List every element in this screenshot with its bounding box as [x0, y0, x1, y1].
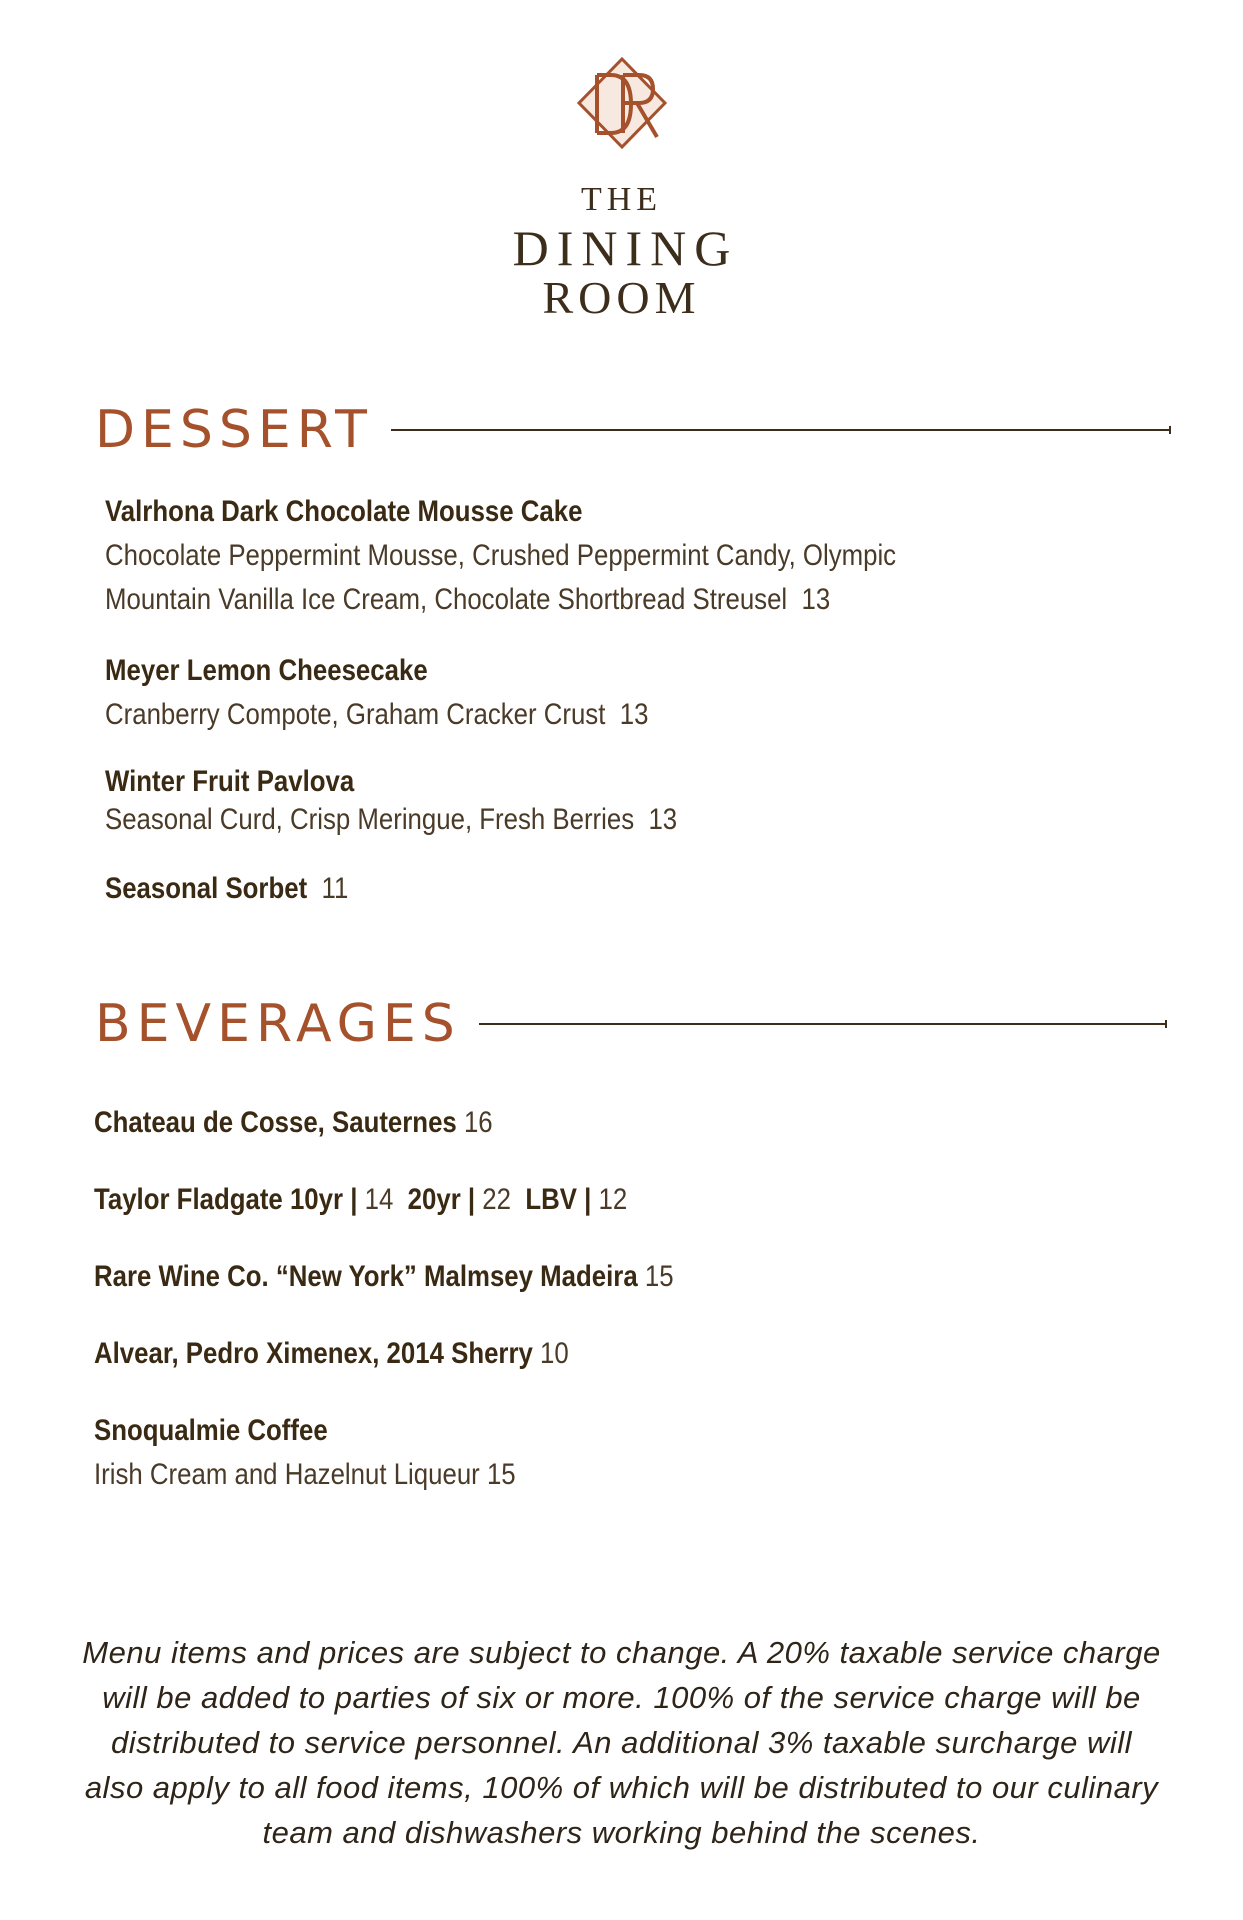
- beverage-item: [94, 1255, 768, 1299]
- dessert-item: [105, 867, 388, 911]
- notice-line: will be added to parties of six or more. 100% of the service charge will be: [102, 1680, 1141, 1715]
- logo-text-dining: DINING: [512, 220, 739, 276]
- dessert-item-name: Valrhona Dark Chocolate Mousse Cake: [105, 495, 583, 528]
- notice-line: also apply to all food items, 100% of which will be distributed to our culinary: [84, 1770, 1159, 1805]
- dessert-item: [105, 760, 770, 842]
- logo-text-the: THE: [580, 181, 663, 218]
- dessert-title: DESSERT: [95, 400, 373, 460]
- beverage-item-name: Taylor Fladgate: [94, 1183, 283, 1216]
- dessert-item-desc: Chocolate Peppermint Mousse, Crushed Peppermint Candy, Olympic: [105, 539, 897, 572]
- beverage-option-price: 14: [364, 1183, 394, 1216]
- beverage-item-price: 16: [463, 1106, 493, 1139]
- beverage-item-desc: Irish Cream and Hazelnut Liqueur: [94, 1458, 480, 1491]
- beverage-item-price: 15: [644, 1260, 674, 1293]
- beverage-item: Taylor Fladgate 10yr | 14 20yr | 22 LBV | 12: [94, 1183, 628, 1216]
- beverages-title: BEVERAGES: [95, 994, 461, 1054]
- beverage-item: [94, 1332, 646, 1376]
- service-charge-notice: [60, 1630, 1183, 1855]
- dessert-item: [105, 490, 1025, 622]
- beverage-option-label: LBV: [525, 1183, 577, 1216]
- notice-line: team and dishwashers working behind the scenes.: [262, 1815, 981, 1850]
- beverage-item-price: 15: [486, 1458, 516, 1491]
- logo-text-room: ROOM: [542, 272, 701, 323]
- beverages-divider: [479, 1023, 1167, 1025]
- dessert-item-desc: Mountain Vanilla Ice Cream, Chocolate Shortbread Streusel: [105, 583, 788, 616]
- dessert-item-name: Winter Fruit Pavlova: [105, 765, 355, 798]
- beverage-item: [94, 1101, 558, 1145]
- beverage-item-name: Rare Wine Co. “New York” Malmsey Madeira: [94, 1260, 638, 1293]
- dessert-item: [105, 649, 737, 737]
- notice-line: distributed to service personnel. An additional 3% taxable surcharge will: [110, 1725, 1132, 1760]
- beverage-option-price: 22: [482, 1183, 512, 1216]
- dessert-section-heading: [95, 400, 1171, 460]
- dessert-item-price: 11: [321, 872, 349, 905]
- beverage-option-price: 12: [598, 1183, 628, 1216]
- dessert-item-name: Meyer Lemon Cheesecake: [105, 654, 428, 687]
- restaurant-logo: [0, 55, 1243, 321]
- beverage-item-name: Snoqualmie Coffee: [94, 1414, 328, 1447]
- dessert-item-price: 13: [648, 803, 678, 836]
- beverage-option-label: 20yr: [407, 1183, 461, 1216]
- dessert-item-desc: Seasonal Curd, Crisp Meringue, Fresh Berries: [105, 803, 635, 836]
- beverages-section-heading: [95, 994, 1167, 1054]
- beverage-item-price: 10: [540, 1337, 569, 1370]
- beverage-item: [94, 1409, 584, 1497]
- beverage-option-label: 10yr: [289, 1183, 344, 1216]
- beverage-item-name: Alvear, Pedro Ximenex, 2014 Sherry: [94, 1337, 533, 1370]
- notice-line: Menu items and prices are subject to change. A 20% taxable service charge: [82, 1635, 1161, 1670]
- dessert-item-price: 13: [619, 698, 649, 731]
- dr-monogram-icon: [567, 55, 677, 155]
- dessert-item-desc: Cranberry Compote, Graham Cracker Crust: [105, 698, 606, 731]
- dessert-item-name: Seasonal Sorbet: [105, 872, 308, 905]
- dessert-item-price: 13: [801, 583, 831, 616]
- beverage-item-name: Chateau de Cosse, Sauternes: [94, 1106, 457, 1139]
- dessert-divider: [391, 429, 1171, 431]
